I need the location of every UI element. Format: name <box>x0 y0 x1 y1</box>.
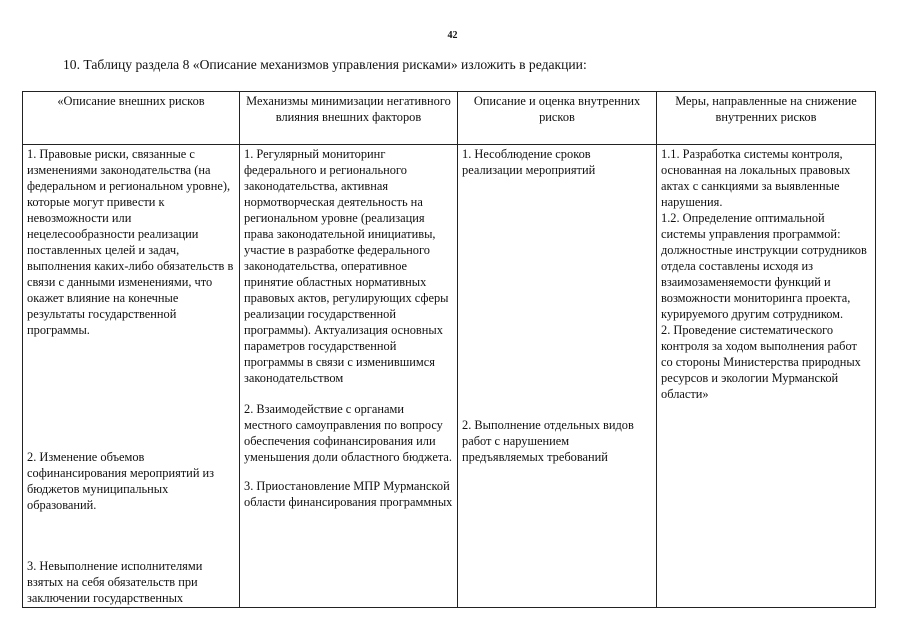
measure-2: 2. Проведение систематического контроля за ходом выполнения работ со стороны Министерства природных ресурсов и экологии Мурманской области» <box>661 323 861 401</box>
mitigation-1: 1. Регулярный мониторинг федерального и регионального законодательства, активная нормотворческая деятельность на региональном уровне (реализация права законодательной инициативы, участие в разработке федерального законодательства, оперативное принятие областных нормативных правовых актов, регулирующих сферы реализации государственной программы). Актуализация основных параметров государственной программы в связи с изменившимся законодательством <box>244 147 449 385</box>
measure-1-2: 1.2. Определение оптимальной системы управления программой: должностные инструкции сотрудников отдела составлены исходя из взаимозаменяемости функций и возможности мониторинга проекта, курируемого другим сотрудником. <box>661 211 867 321</box>
internal-risk-1: 1. Несоблюдение сроков реализации мероприятий <box>462 147 596 177</box>
table-header-row <box>23 92 876 145</box>
header-internal-risks: Описание и оценка внутренних рисков <box>458 92 657 145</box>
page-number: 42 <box>447 30 458 41</box>
mitigation-3: 3. Приостановление МПР Мурманской области финансирования программных <box>244 479 453 509</box>
mitigation-cell <box>240 145 458 608</box>
table-row <box>23 145 876 608</box>
measure-1-1: 1.1. Разработка системы контроля, основанная на локальных правовых актах с санкциями за выявленные нарушения. <box>661 147 851 209</box>
internal-measures-cell <box>657 145 876 608</box>
internal-risks-cell <box>458 145 657 608</box>
mitigation-2: 2. Взаимодействие с органами местного самоуправления по вопросу обеспечения софинансирования или уменьшения доли областного бюджета. <box>244 402 452 464</box>
header-mitigation-mechanisms: Механизмы минимизации негативного влияния внешних факторов <box>240 92 458 145</box>
section-heading: 10. Таблицу раздела 8 «Описание механизмов управления рисками» изложить в редакции: <box>63 57 587 72</box>
risk-management-table <box>22 91 876 608</box>
external-risk-3: 3. Невыполнение исполнителями взятых на себя обязательств при заключении государственных <box>27 559 203 605</box>
external-risks-cell <box>23 145 240 608</box>
external-risk-2: 2. Изменение объемов софинансирования мероприятий из бюджетов муниципальных образований. <box>27 450 215 512</box>
header-internal-measures: Меры, направленные на снижение внутренних рисков <box>657 92 876 145</box>
header-external-risks: «Описание внешних рисков <box>23 92 240 145</box>
external-risk-1: 1. Правовые риски, связанные с изменениями законодательства (на федеральном и региональном уровне), которые могут привести к невозможности или нецелесообразности реализации поставленных целей и задач, выполнения каких-либо обязательств в связи с данными изменениями, что окажет влияние на конечные результаты государственной программы. <box>27 147 234 337</box>
internal-risk-2: 2. Выполнение отдельных видов работ с нарушением предъявляемых требований <box>462 418 634 464</box>
